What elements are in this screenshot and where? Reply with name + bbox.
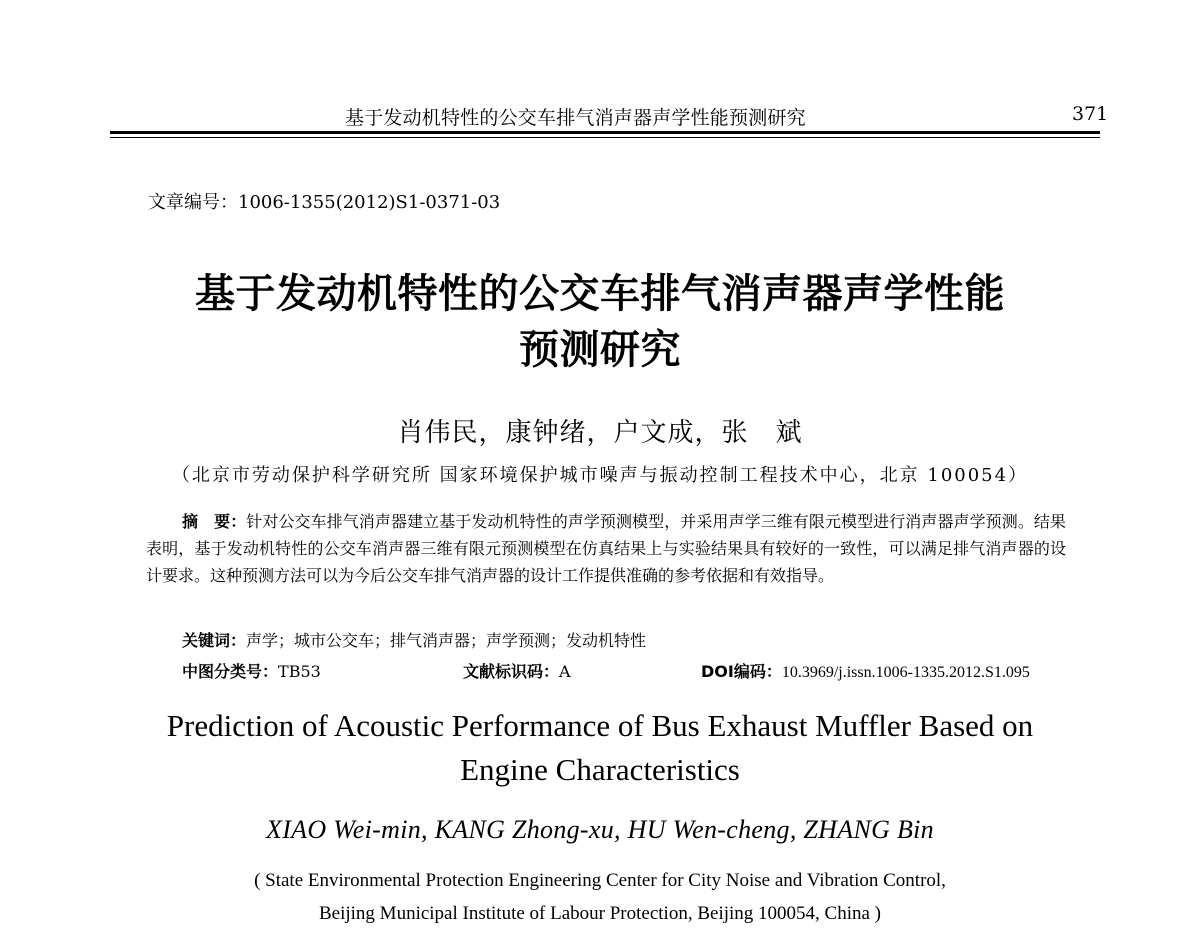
doc-value: A [559, 662, 571, 681]
clc-value: TB53 [278, 662, 321, 681]
en-title-line1: Prediction of Acoustic Performance of Bus Exhaust Muffler Based on [166, 708, 1034, 743]
cn-title-line1: 基于发动机特性的公交车排气消声器声学性能 [195, 271, 1005, 317]
doi-value: 10.3969/j.issn.1006-1335.2012.S1.095 [781, 664, 1030, 681]
header-rule-thick [110, 131, 1100, 134]
cn-title-line2: 预测研究 [519, 327, 681, 373]
en-affiliation-line2: Beijing Municipal Institute of Labour Protection, Beijing 100054, China ) [318, 903, 881, 924]
abstract-text: 针对公交车排气消声器建立基于发动机特性的声学预测模型，并采用声学三维有限元模型进行消声器声学预测。结果表明，基于发动机特性的公交车消声器三维有限元预测模型在仿真结果上与实验结果具有较好的一致性，可以满足排气消声器的设计要求。这种预测方法可以为今后公交车排气消声器的设计工作提供准确的参考依据和有效指导。 [146, 512, 1066, 585]
abstract [146, 508, 1066, 589]
en-affiliation-line1: ( State Environmental Protection Engineering Center for City Noise and Vibration Control, [254, 870, 946, 891]
keywords-text: 声学；城市公交车；排气消声器；声学预测；发动机特性 [246, 631, 647, 650]
article-id: 文章编号：1006-1355(2012)S1-0371-03 [148, 192, 501, 213]
running-title: 基于发动机特性的公交车排气消声器声学性能预测研究 [345, 107, 806, 129]
clc-number [182, 659, 321, 682]
en-authors: XIAO Wei-min, KANG Zhong-xu, HU Wen-cheng, ZHANG Bin [266, 815, 934, 844]
doc-label: 文献标识码： [463, 662, 560, 681]
abstract-label: 摘 要： [182, 512, 247, 531]
doi [701, 659, 1030, 682]
clc-label: 中图分类号： [182, 662, 279, 681]
keywords-label: 关键词： [182, 631, 247, 650]
header-rule-thin [110, 137, 1100, 138]
cn-authors: 肖伟民，康钟绪，户文成，张 斌 [397, 418, 803, 448]
en-title-line2: Engine Characteristics [460, 752, 740, 787]
cn-affiliation: （北京市劳动保护科学研究所 国家环境保护城市噪声与振动控制工程技术中心，北京 100054） [171, 465, 1029, 486]
document-code [463, 659, 571, 682]
keywords [182, 628, 646, 651]
doi-label: DOI编码： [701, 662, 782, 681]
page-number: 371 [1072, 103, 1109, 125]
